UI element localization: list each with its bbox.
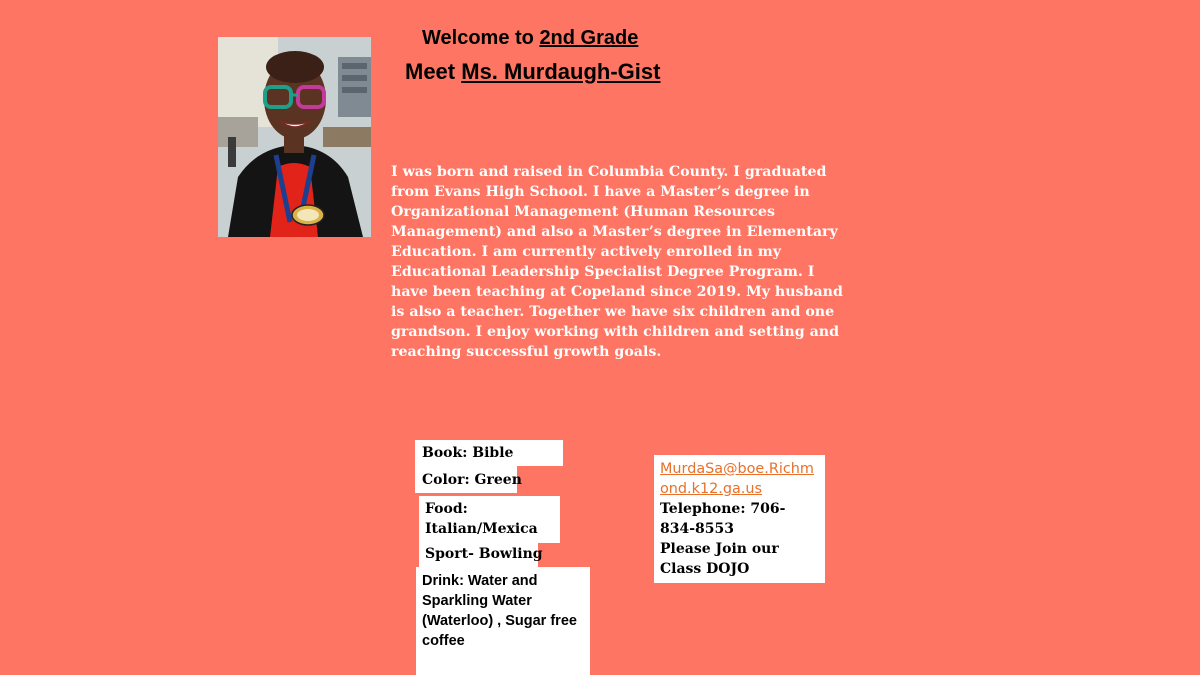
favorite-color: Color: Green xyxy=(422,472,522,488)
meet-heading xyxy=(405,59,660,85)
teacher-bio: I was born and raised in Columbia County. I graduated from Evans High School. I have a Master’s degree in Organizational Management (Human Resources Management) and also a Master’s degree in Elementary Education. I am currently actively enrolled in my Educational Leadership Specialist Degree Program. I have been teaching at Copeland since 2019. My husband is also a teacher. Together we have six children and one grandson. I enjoy working with children and setting and reaching successful growth goals. xyxy=(391,164,843,360)
welcome-heading xyxy=(422,27,638,50)
meet-prefix: Meet xyxy=(405,59,462,84)
teacher-photo xyxy=(218,37,371,237)
favorite-drink: Drink: Water and Sparkling Water (Waterloo) , Sugar free coffee xyxy=(422,573,577,649)
telephone: Telephone: 706-834-8553 xyxy=(660,501,786,537)
welcome-prefix: Welcome to xyxy=(422,27,540,49)
teacher-portrait-illustration xyxy=(218,37,371,237)
favorite-book: Book: Bible xyxy=(422,445,514,461)
favorite-food-value: Italian/Mexica xyxy=(425,521,538,537)
favorite-sport: Sport- Bowling xyxy=(425,546,543,562)
favorite-food-label: Food: xyxy=(425,501,468,517)
email-link[interactable]: MurdaSa@boe.Richmond.k12.ga.us xyxy=(660,461,814,497)
contact-info xyxy=(660,459,820,579)
teacher-name: Ms. Murdaugh-Gist xyxy=(461,59,661,84)
grade-label: 2nd Grade xyxy=(539,27,639,49)
class-dojo-invite: Please Join our Class DOJO xyxy=(660,541,779,577)
